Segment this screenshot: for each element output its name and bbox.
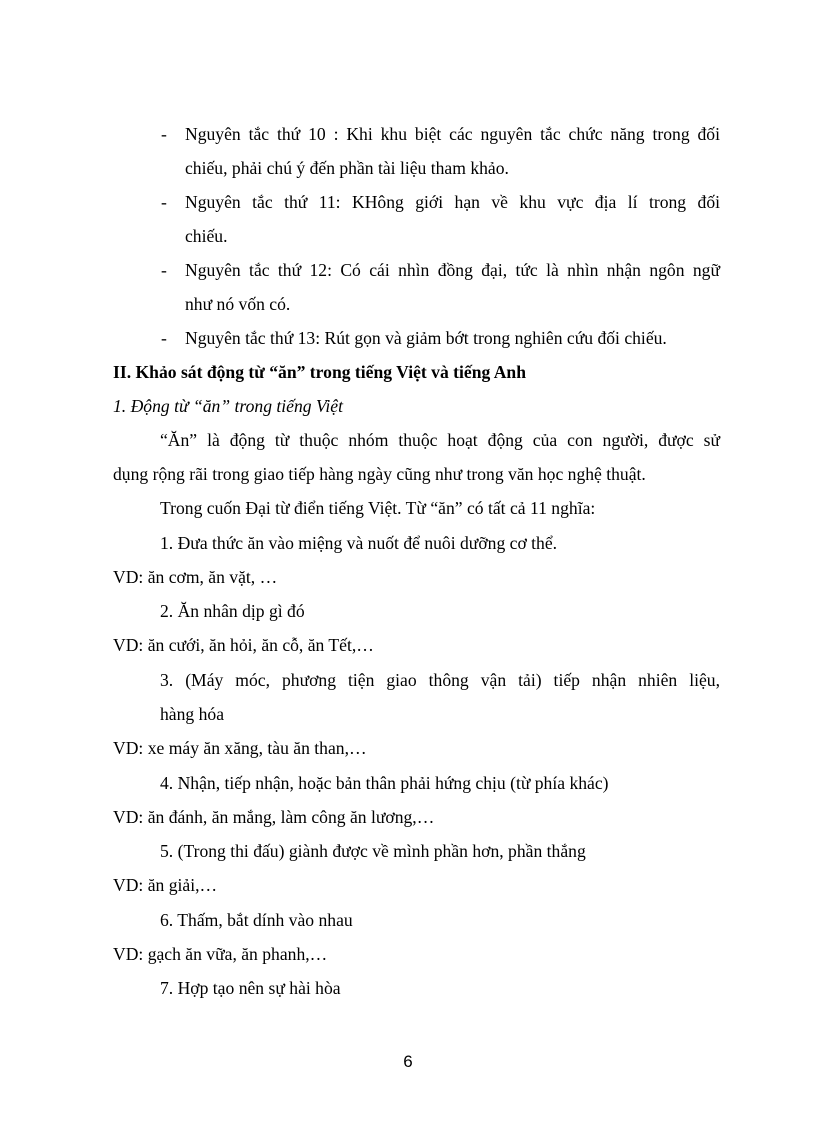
example-line: VD: gạch ăn vữa, ăn phanh,… [113, 944, 328, 964]
meaning-item: 5. (Trong thi đấu) giành được về mình phần hơn, phần thắng [160, 841, 586, 861]
section-heading: II. Khảo sát động từ “ăn” trong tiếng Việt và tiếng Anh [113, 362, 526, 382]
paragraph-text: Trong cuốn Đại từ điển tiếng Việt. Từ “ăn” có tất cả 11 nghĩa: [160, 498, 596, 518]
meaning-item: 7. Hợp tạo nên sự hài hòa [160, 978, 341, 998]
bullet-text-continuation: chiếu. [185, 226, 228, 246]
meaning-item: 3. (Máy móc, phương tiện giao thông vận tải) tiếp nhận nhiên liệu, [160, 670, 720, 690]
bullet-text: Nguyên tắc thứ 12: Có cái nhìn đồng đại, tức là nhìn nhận ngôn ngữ [185, 260, 720, 280]
bullet-dash: - [161, 260, 167, 280]
bullet-text: Nguyên tắc thứ 13: Rút gọn và giảm bớt trong nghiên cứu đối chiếu. [185, 328, 667, 348]
example-line: VD: ăn cưới, ăn hỏi, ăn cỗ, ăn Tết,… [113, 635, 374, 655]
example-line: VD: ăn đánh, ăn mắng, làm công ăn lương,… [113, 807, 435, 827]
bullet-text-continuation: như nó vốn có. [185, 294, 291, 314]
meaning-item: 6. Thấm, bắt dính vào nhau [160, 910, 353, 930]
bullet-dash: - [161, 124, 167, 144]
example-line: VD: xe máy ăn xăng, tàu ăn than,… [113, 738, 367, 758]
paragraph-text-continuation: dụng rộng rãi trong giao tiếp hàng ngày cũng như trong văn học nghệ thuật. [113, 464, 646, 484]
paragraph-text: “Ăn” là động từ thuộc nhóm thuộc hoạt động của con người, được sử [160, 430, 720, 450]
meaning-item: 2. Ăn nhân dịp gì đó [160, 601, 305, 621]
bullet-dash: - [161, 192, 167, 212]
bullet-text: Nguyên tắc thứ 11: KHông giới hạn về khu vực địa lí trong đối [185, 192, 720, 212]
bullet-text-continuation: chiếu, phải chú ý đến phần tài liệu tham khảo. [185, 158, 509, 178]
meaning-item-continuation: hàng hóa [160, 704, 225, 724]
meaning-item: 1. Đưa thức ăn vào miệng và nuốt để nuôi dưỡng cơ thể. [160, 533, 558, 553]
example-line: VD: ăn giải,… [113, 875, 218, 895]
bullet-text: Nguyên tắc thứ 10 : Khi khu biệt các nguyên tắc chức năng trong đối [185, 124, 720, 144]
subsection-heading: 1. Động từ “ăn” trong tiếng Việt [113, 396, 344, 416]
example-line: VD: ăn cơm, ăn vặt, … [113, 567, 278, 587]
meaning-item: 4. Nhận, tiếp nhận, hoặc bản thân phải hứng chịu (từ phía khác) [160, 773, 609, 793]
page-number: 6 [403, 1052, 413, 1071]
bullet-dash: - [161, 328, 167, 348]
